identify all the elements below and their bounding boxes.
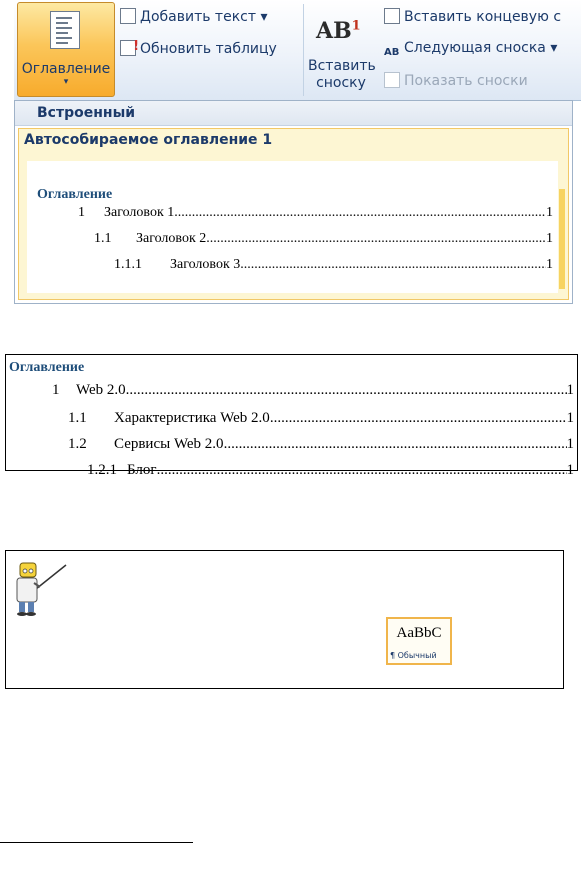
references-ribbon: [14, 0, 581, 101]
add-text-icon: [120, 8, 136, 24]
toc-preview-entry: 1.1.1 Заголовок 3 ..... 1: [114, 257, 553, 273]
toc-example-entry: 1.1 Характеристика Web 2.0 ..... 1: [68, 410, 574, 427]
hint-box: [5, 550, 564, 689]
style-name-label: ¶ Обычный: [390, 651, 437, 660]
insert-footnote-label: Вставить сноску: [308, 58, 376, 91]
toc-example-entry: 1 Web 2.0 ..... 1: [52, 382, 574, 399]
teacher-with-pointer-icon: [8, 559, 70, 621]
update-table-button[interactable]: ! Обновить таблицу: [120, 40, 277, 57]
toc-example: [5, 354, 578, 478]
next-footnote-button[interactable]: AB Следующая сноска ▾: [384, 40, 557, 63]
chevron-down-icon: ▾: [63, 77, 69, 87]
gallery-item-title: Автособираемое оглавление 1: [24, 132, 273, 148]
toc-example-entry: 1.2.1 Блог ..... 1: [87, 462, 574, 479]
toc-example-entry: 1.2 Сервисы Web 2.0 ..... 1: [68, 436, 574, 453]
update-table-icon: !: [120, 40, 136, 56]
show-notes-button[interactable]: Показать сноски: [384, 72, 528, 89]
insert-endnote-icon: [384, 8, 400, 24]
toc-preview-entry: 1.1 Заголовок 2 ..... 1: [94, 231, 553, 247]
toc-gallery: [14, 100, 573, 304]
toc-preview-entry: 1 Заголовок 1 ..... 1: [78, 205, 553, 221]
table-of-contents-icon: [50, 11, 80, 49]
normal-style-preview[interactable]: [386, 617, 452, 665]
toc-preview-heading: Оглавление: [37, 187, 113, 202]
table-of-contents-button[interactable]: [17, 2, 115, 97]
toc-gallery-item[interactable]: [18, 128, 569, 300]
table-of-contents-label: Оглавление: [21, 61, 111, 77]
insert-footnote-icon: $AB^1$: [316, 18, 361, 44]
toc-example-heading: Оглавление: [9, 360, 85, 375]
add-text-button[interactable]: Добавить текст ▾: [120, 8, 267, 25]
insert-endnote-button[interactable]: Вставить концевую с: [384, 8, 561, 25]
gallery-item-edge: [559, 189, 565, 289]
gallery-section-header: Встроенный: [15, 101, 572, 126]
ribbon-divider: [303, 4, 304, 96]
style-sample-text: AaBbC: [396, 625, 442, 641]
next-footnote-icon: AB: [384, 47, 400, 58]
show-notes-icon: [384, 72, 400, 88]
toc-preview: [27, 161, 558, 293]
footnote-separator: [0, 842, 193, 843]
